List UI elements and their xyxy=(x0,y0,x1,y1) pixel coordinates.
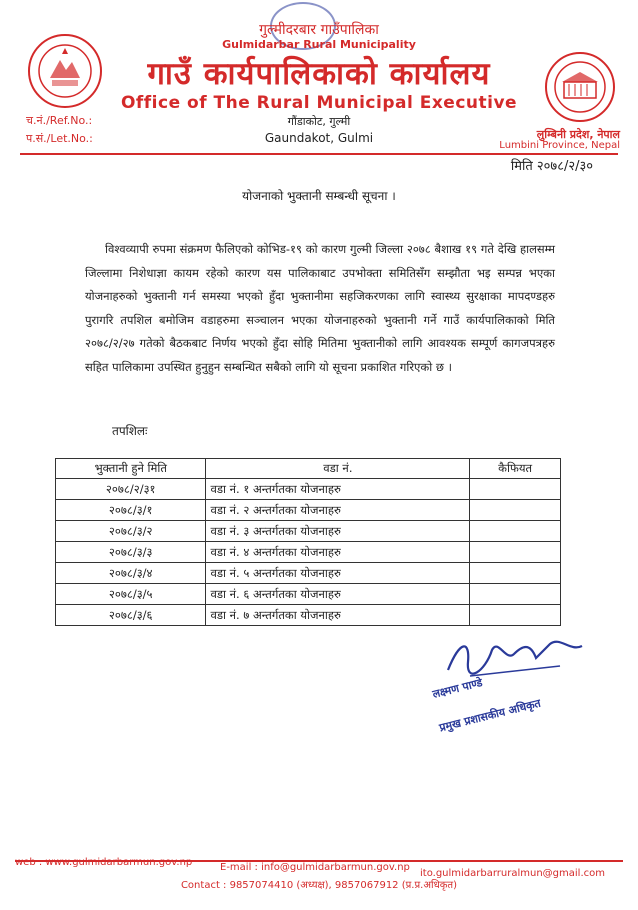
footer-email: E-mail : info@gulmidarbarmun.gov.np xyxy=(220,862,410,873)
ward-cell: वडा नं. ३ अन्तर्गतका योजनाहरु xyxy=(206,521,470,542)
payment-date-cell: २०७८/३/२ xyxy=(56,521,206,542)
ward-cell: वडा नं. ४ अन्तर्गतका योजनाहरु xyxy=(206,542,470,563)
payment-date-cell: २०७८/३/३ xyxy=(56,542,206,563)
office-title-english: Office of The Rural Municipal Executive xyxy=(120,93,518,113)
payment-date-cell: २०७८/३/४ xyxy=(56,563,206,584)
province-nepali: लुम्बिनी प्रदेश, नेपाल xyxy=(536,128,620,141)
payment-schedule-table xyxy=(55,458,561,626)
officer-name-stamp: लक्ष्मण पाण्डे xyxy=(431,676,484,701)
ward-cell: वडा नं. २ अन्तर्गतका योजनाहरु xyxy=(206,500,470,521)
remarks-cell xyxy=(470,542,561,563)
table-row xyxy=(56,563,561,584)
remarks-cell xyxy=(470,521,561,542)
remarks-cell xyxy=(470,605,561,626)
table-row xyxy=(56,605,561,626)
letter-body: विश्वव्यापी रुपमा संक्रमण फैलिएको कोभिड-१९ को कारण गुल्मी जिल्ला २०७८ बैशाख १९ गते देखि हालसम्म जिल्लामा निशेधाज्ञा कायम रहेको कारण यस पालिकाबाट उपभोक्ता समितिसँग सम्झौता भइ सम्पन्न भएका योजनाहरुको भुक्तानी गर्न समस्या भएको हुँदा भुक्तानीमा सहजिकरणका लागि स्वास्थ्य सुरक्षाका मापदण्डहरु पुरागरि तपशिल बमोजिम वडाहरुमा सञ्चालन भएका योजनाहरुको भुक्तानी गर्ने गाउँ कार्यपालिकाको मिति २०७८/२/२७ गतेको बैठकबाट निर्णय भएको हुँदा सोहि मितिमा भुक्तानीको लागि आवश्यक सम्पूर्ण कागजपत्रहरु सहित पालिकामा उपस्थित हुनुहुन सम्बन्धित सबैको लागि यो सूचना प्रकाशित गरिएको छ । xyxy=(85,242,555,374)
ward-cell: वडा नं. ५ अन्तर्गतका योजनाहरु xyxy=(206,563,470,584)
ward-cell: वडा नं. ६ अन्तर्गतका योजनाहरु xyxy=(206,584,470,605)
remarks-cell xyxy=(470,479,561,500)
header-divider xyxy=(20,153,618,155)
remarks-cell xyxy=(470,563,561,584)
payment-date-cell: २०७८/३/६ xyxy=(56,605,206,626)
table-row xyxy=(56,479,561,500)
municipality-name-english: Gulmidarbar Rural Municipality xyxy=(222,38,416,51)
footer-website: web : www.gulmidarbarmun.gov.np xyxy=(15,857,193,868)
payment-date-cell: २०७८/३/५ xyxy=(56,584,206,605)
officer-title-stamp: प्रमुख प्रशासकीय अधिकृत xyxy=(437,696,542,735)
letter-date: मिति २०७८/२/३० xyxy=(510,159,593,174)
column-header-ward: वडा नं. xyxy=(206,459,470,479)
details-label: तपशिलः xyxy=(112,424,148,438)
address-nepali: गौंडाकोट, गुल्मी xyxy=(287,115,351,128)
table-row xyxy=(56,584,561,605)
ward-cell: वडा नं. १ अन्तर्गतका योजनाहरु xyxy=(206,479,470,500)
address-english: Gaundakot, Gulmi xyxy=(264,131,374,145)
table-row xyxy=(56,521,561,542)
footer-contact: Contact : 9857074410 (अध्यक्ष), 9857067912 (प्र.प्र.अधिकृत) xyxy=(180,880,458,891)
table-row xyxy=(56,542,561,563)
office-title-nepali: गाउँ कार्यपालिकाको कार्यालय xyxy=(147,56,491,92)
footer-email-secondary: ito.gulmidarbarruralmun@gmail.com xyxy=(420,868,605,879)
municipality-name-nepali: गुल्मीदरबार गाउँपालिका xyxy=(259,22,379,38)
payment-date-cell: २०७८/३/१ xyxy=(56,500,206,521)
letter-subject: योजनाको भुक्तानी सम्बन्धी सूचना । xyxy=(242,189,396,203)
column-header-remarks: कैफियत xyxy=(470,459,561,479)
remarks-cell xyxy=(470,584,561,605)
ward-cell: वडा नं. ७ अन्तर्गतका योजनाहरु xyxy=(206,605,470,626)
province-english: Lumbini Province, Nepal xyxy=(499,140,620,151)
signature-icon xyxy=(440,632,590,682)
remarks-cell xyxy=(470,500,561,521)
table-header-row xyxy=(56,459,561,479)
ref-number-label: च.नं./Ref.No.: xyxy=(26,114,93,127)
table-row xyxy=(56,500,561,521)
letter-number-label: प.सं./Let.No.: xyxy=(26,132,93,145)
column-header-date: भुक्तानी हुने मिति xyxy=(56,459,206,479)
payment-date-cell: २०७८/२/३१ xyxy=(56,479,206,500)
